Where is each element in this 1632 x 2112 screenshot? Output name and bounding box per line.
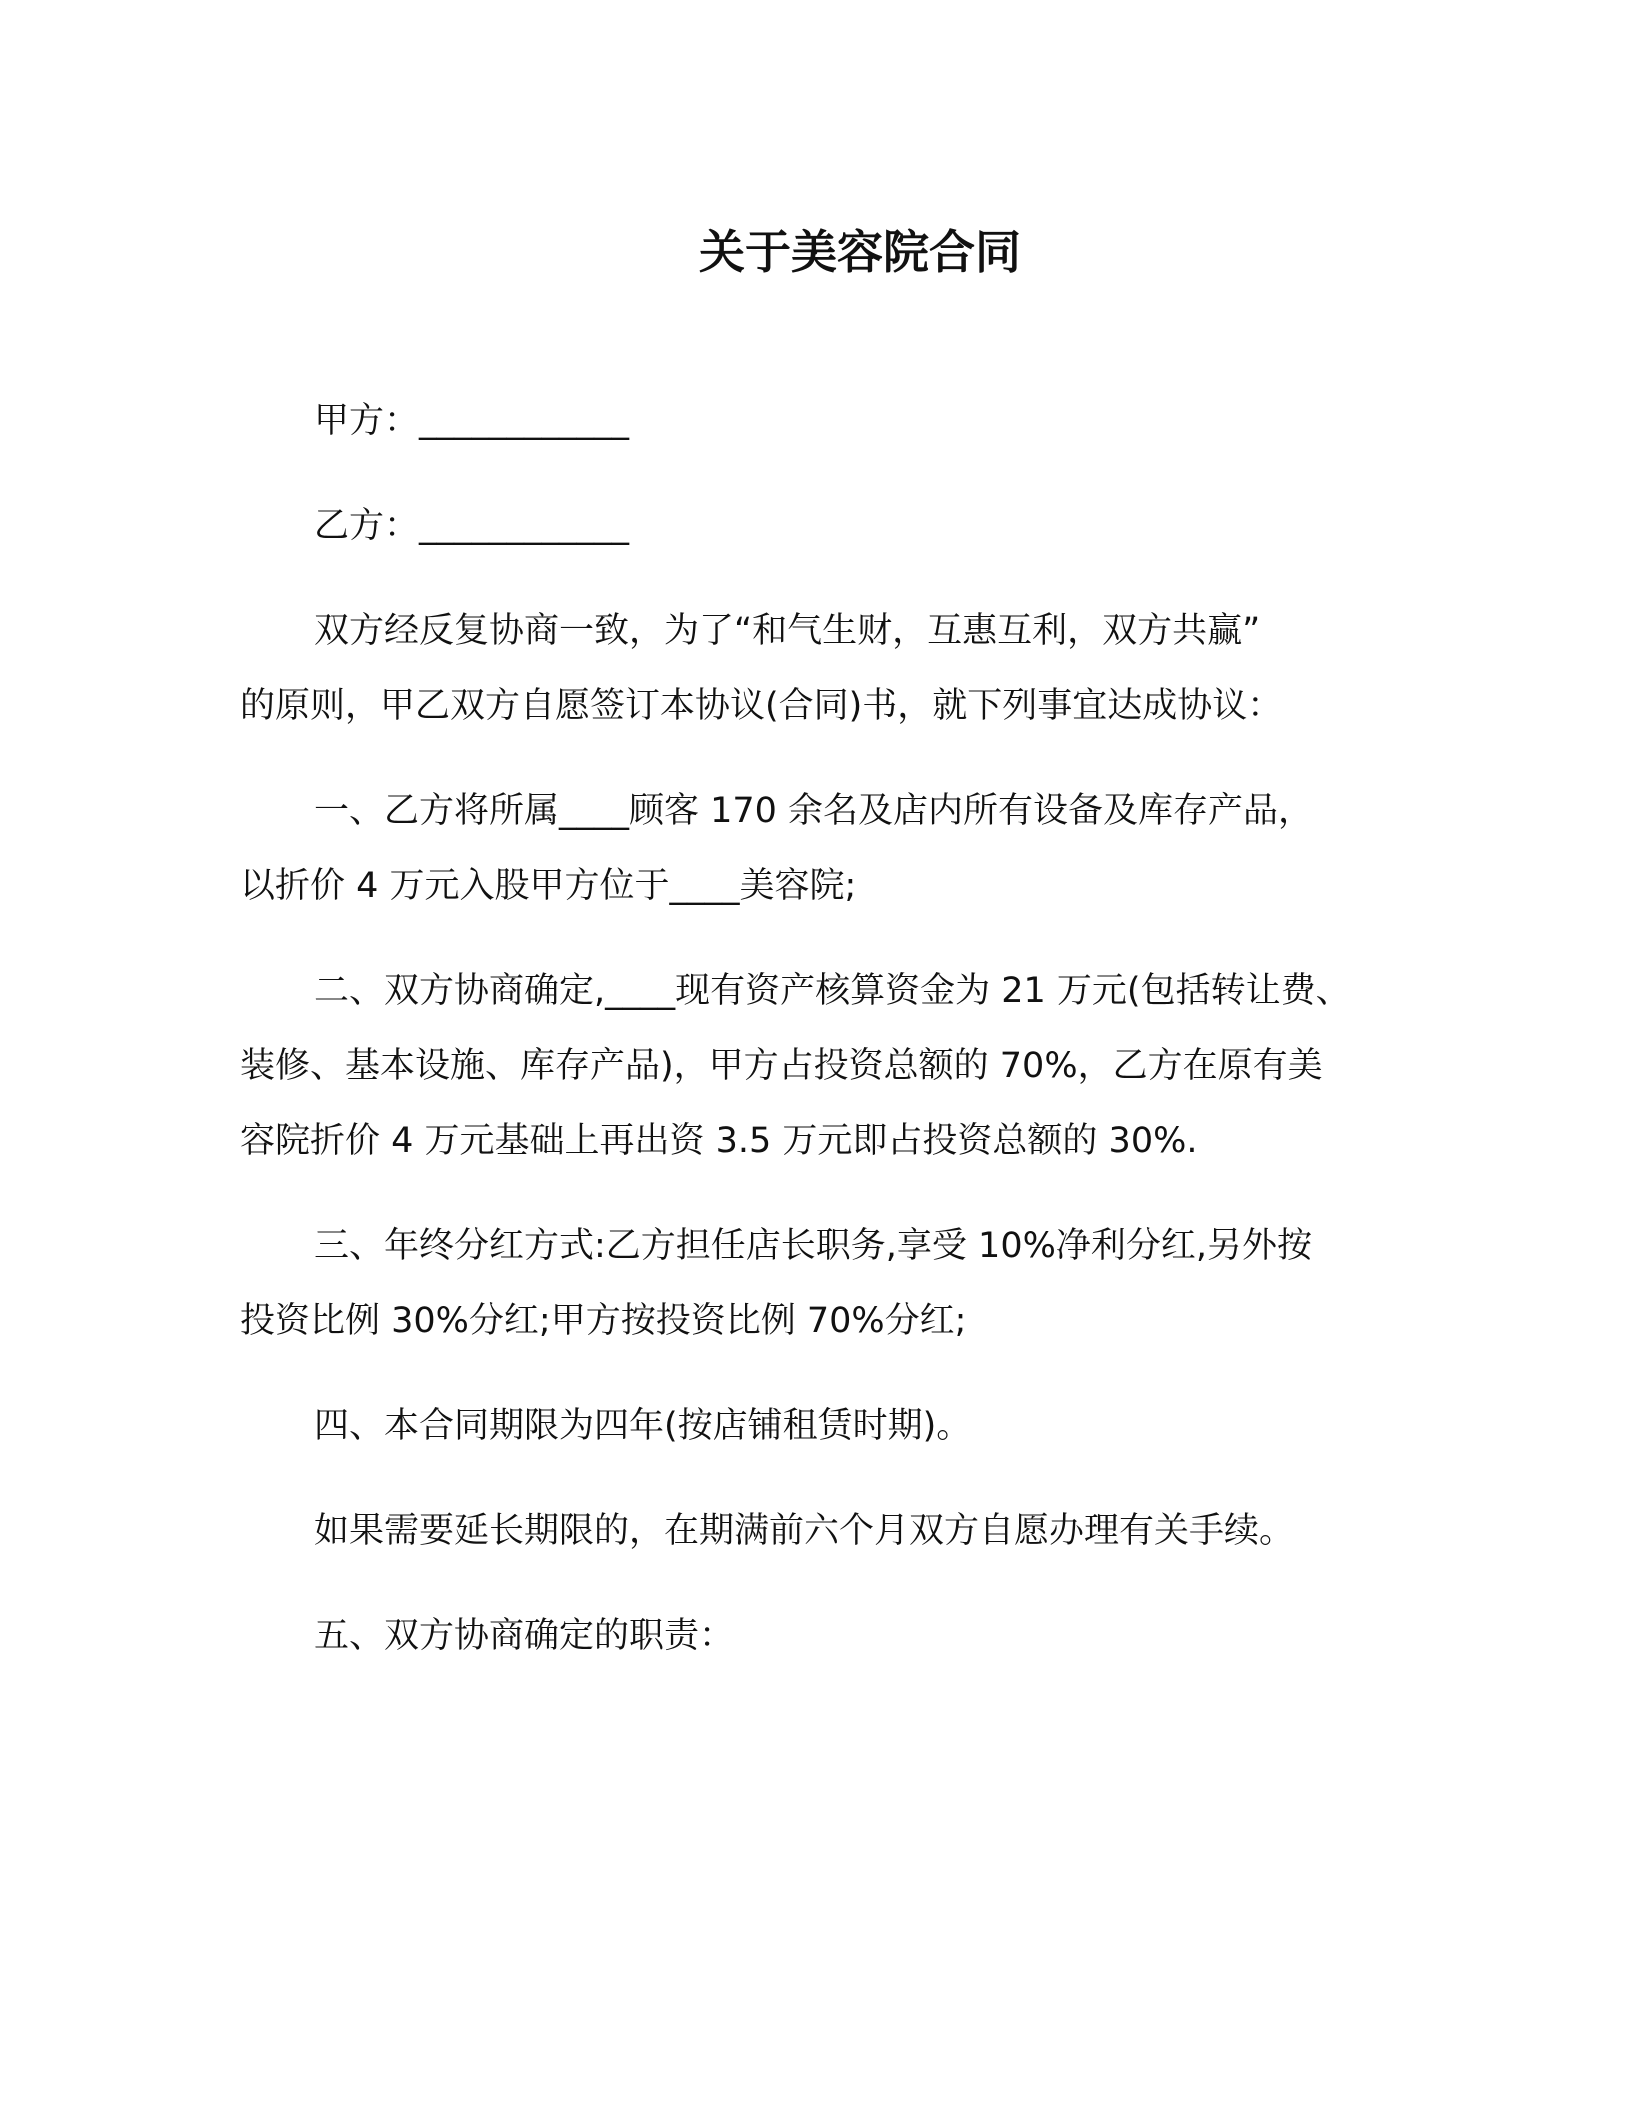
party-b-line: 乙方：____________	[314, 506, 630, 546]
clause2-line-3: 容院折价 4 万元基础上再出资 3.5 万元即占投资总额的 30%.	[240, 1121, 1198, 1161]
clause5-line: 五、双方协商确定的职责：	[314, 1616, 735, 1656]
clause3-line-2: 投资比例 30%分红;甲方按投资比例 70%分红;	[240, 1301, 967, 1341]
clause3-line-1: 三、年终分红方式:乙方担任店长职务,享受 10%净利分红,另外按	[314, 1226, 1312, 1266]
clause4-line: 四、本合同期限为四年(按店铺租赁时期)。	[314, 1406, 972, 1446]
party-a-line: 甲方：____________	[314, 401, 630, 441]
intro-line-2: 的原则，甲乙双方自愿签订本协议(合同)书，就下列事宜达成协议：	[240, 686, 1283, 726]
clause2-line-1: 二、双方协商确定,____现有资产核算资金为 21 万元(包括转让费、	[314, 971, 1351, 1011]
clause2-line-2: 装修、基本设施、库存产品)，甲方占投资总额的 70%，乙方在原有美	[240, 1046, 1323, 1086]
extension-line: 如果需要延长期限的，在期满前六个月双方自愿办理有关手续。	[314, 1511, 1295, 1551]
document-title: 关于美容院合同	[699, 225, 1021, 279]
clause1-line-1: 一、乙方将所属____顾客 170 余名及店内所有设备及库存产品，	[314, 791, 1314, 831]
intro-line-1: 双方经反复协商一致，为了“和气生财，互惠互利，双方共赢”	[314, 611, 1261, 651]
clause1-line-2: 以折价 4 万元入股甲方位于____美容院;	[240, 866, 857, 906]
